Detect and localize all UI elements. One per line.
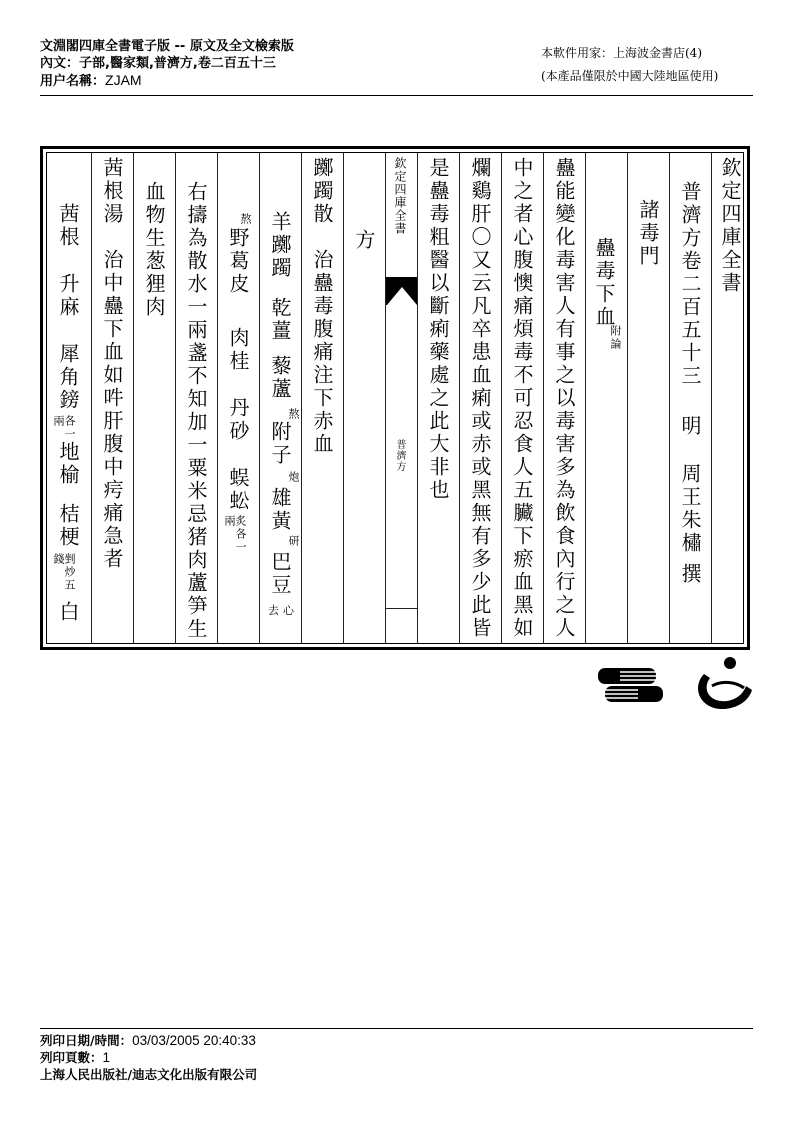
author: 周王朱橚 — [678, 463, 702, 555]
ingredient-note: 各一兩 — [52, 415, 76, 441]
ingredient: 茜根 — [56, 203, 80, 249]
ingredient: 野葛皮 — [226, 227, 250, 296]
ingredient: 雄黃 — [268, 487, 292, 533]
dynasty: 明 — [678, 415, 702, 438]
ingredient-note: 炮 — [287, 471, 300, 484]
fishtail-center-column — [385, 153, 417, 643]
column-taboo-cont: 血物生葱狸肉 — [133, 153, 175, 643]
books-logo-icon — [598, 668, 663, 702]
recipe-name: 茜根湯 — [100, 157, 124, 226]
header-title: 文淵閣四庫全書電子版 -- 原文及全文檢索版 — [40, 39, 294, 54]
print-footer — [40, 1032, 257, 1083]
ingredient-note: 炙各一兩 — [223, 515, 247, 554]
column-ingredients-1a — [259, 153, 301, 643]
header-divider — [40, 95, 753, 96]
column-category — [627, 153, 669, 643]
ingredient: 羊躑躅 — [268, 211, 292, 280]
document-header — [40, 38, 294, 90]
column-text-8: 是蠱毒粗醫以斷痢藥處之此大非也 — [417, 153, 459, 643]
subheading-note: 附論 — [609, 325, 622, 351]
column-preparation: 右擣為散水一兩盞不知加一粟米忌猪肉蘆笋生 — [175, 153, 217, 643]
category-heading: 諸毒門 — [636, 199, 660, 268]
book-page-frame — [40, 146, 750, 650]
column-recipe-zhizhu — [301, 153, 343, 643]
collection-title: 欽定四庫全書 — [718, 157, 742, 295]
ingredient: 地榆 — [56, 441, 80, 487]
ingredient-note: 去心 — [268, 604, 298, 617]
content-path: 子部,醫家類,普濟方,卷二百五十三 — [79, 56, 276, 71]
header-content-path: 內文：子部,醫家類,普濟方,卷二百五十三 — [40, 56, 276, 71]
ingredient: 藜蘆 — [268, 355, 292, 401]
licensee: 本軟件用家：上海波金書店(4) — [541, 46, 702, 60]
column-text-5: 蠱能變化毒害人有事之以毒害多為飲食內行之人 — [543, 153, 585, 643]
ingredient-note: 熬 — [239, 213, 252, 226]
ingredient: 附子 — [268, 421, 292, 467]
recipe-name: 躑躅散 — [310, 157, 334, 226]
ingredient-note: 研 — [287, 535, 300, 548]
section-heading: 方 — [352, 229, 376, 252]
header-user: 用户名稱：ZJAM — [40, 72, 142, 89]
ingredient: 白 — [56, 601, 80, 624]
usage-restriction: (本產品僅限於中國大陸地區使用) — [541, 69, 719, 83]
column-text-7: 爛鷄肝〇又云凡卒患血痢或赤或黑無有多少此皆 — [459, 153, 501, 643]
ingredient: 巴豆 — [268, 551, 292, 597]
column-recipe-qiangen — [91, 153, 133, 643]
print-pages: 1 — [102, 1050, 111, 1065]
fishtail-title: 欽定四庫全書 — [393, 157, 407, 235]
volume-title: 普濟方卷二百五十三 — [678, 181, 702, 388]
footer-divider — [40, 1028, 753, 1029]
ingredient: 犀角鎊 — [56, 343, 80, 412]
fishtail-book-name: 普濟方 — [394, 439, 405, 472]
user-name: ZJAM — [105, 72, 142, 88]
recipe-indication: 治中蠱下血如吽肝腹中疞痛急者 — [100, 249, 124, 571]
recipe-indication: 治蠱毒腹痛注下赤血 — [310, 249, 334, 456]
ingredient: 肉桂 — [226, 327, 250, 373]
print-datetime-row: 列印日期/時間：03/03/2005 20:40:33 — [40, 1033, 256, 1048]
print-pages-row: 列印頁數：1 — [40, 1050, 111, 1065]
fishtail-divider — [386, 608, 417, 609]
swirl-logo-icon — [692, 656, 754, 712]
subheading: 蠱毒下血 — [592, 237, 616, 329]
fishtail-mark — [386, 277, 417, 305]
ingredient: 蜈蚣 — [226, 467, 250, 513]
column-ingredients-1b — [217, 153, 259, 643]
book-page-inner — [46, 152, 744, 644]
print-datetime: 03/03/2005 20:40:33 — [132, 1033, 256, 1048]
column-section-fang — [343, 153, 385, 643]
license-info — [541, 42, 718, 88]
column-ingredients-2 — [47, 153, 91, 643]
ingredient-note: 熬 — [287, 408, 300, 421]
ingredient: 桔梗 — [56, 503, 80, 549]
ingredient: 乾薑 — [268, 297, 292, 343]
column-text-6: 中之者心腹懊痛煩毒不可忍食人五臟下瘀血黑如 — [501, 153, 543, 643]
ingredient-note: 剉炒五錢 — [52, 553, 76, 592]
author-role: 撰 — [678, 563, 702, 586]
publisher: 上海人民出版社/迪志文化出版有限公司 — [40, 1067, 258, 1082]
column-subheading — [585, 153, 627, 643]
ingredient: 丹砂 — [226, 397, 250, 443]
column-collection-title — [711, 153, 749, 643]
column-volume-title — [669, 153, 711, 643]
ingredient: 升麻 — [56, 273, 80, 319]
